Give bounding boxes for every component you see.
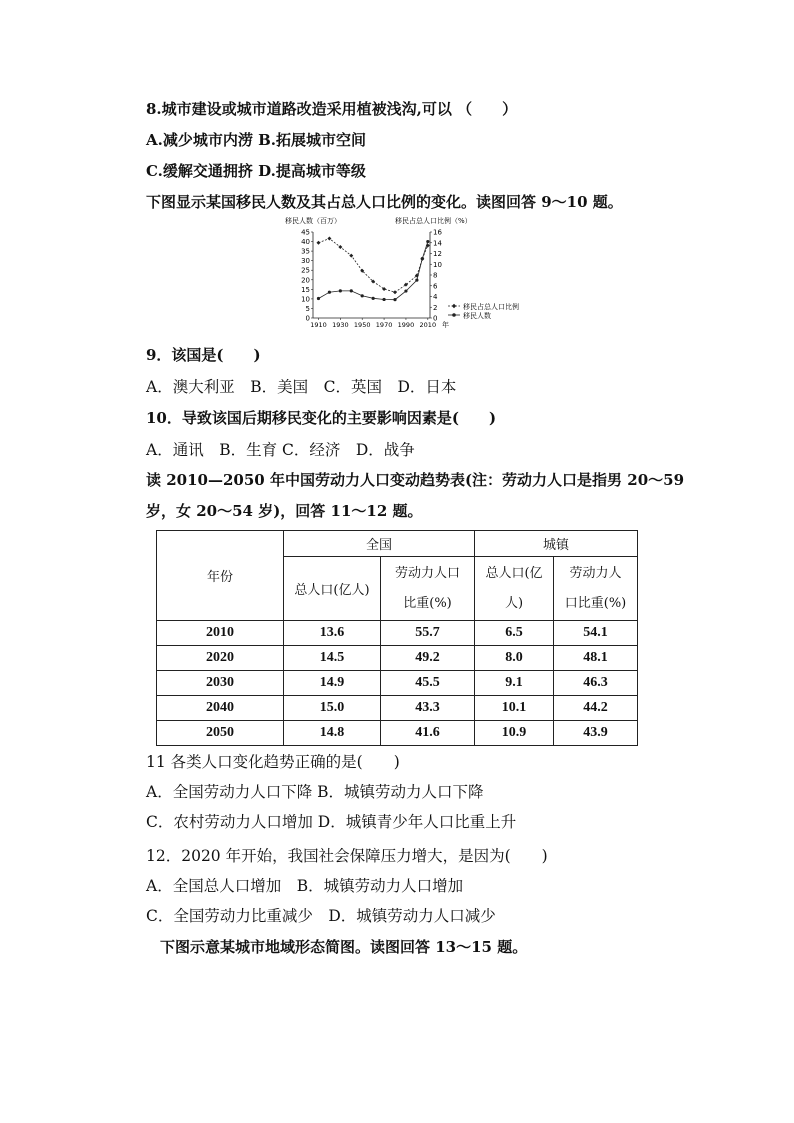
col-urban-total-header-line1: 总人口(亿 (485, 565, 543, 581)
q11-options-cd: C．农村劳动力人口增加 D．城镇青少年人口比重上升 (146, 813, 517, 831)
col-labor-header-line1: 劳动力人口 (394, 565, 460, 581)
count-point (426, 240, 429, 243)
q10-stem: 10．导致该国后期移民变化的主要影响因素是( ) (146, 409, 497, 427)
q11-stem: 11 各类人口变化趋势正确的是( ) (146, 753, 400, 771)
col-urban-total-header (475, 557, 554, 621)
x-tick-label: 1990 (397, 321, 415, 329)
y-left-tick-label: 5 (305, 304, 310, 313)
table-row (157, 696, 638, 721)
y-left-tick-label: 0 (305, 314, 310, 323)
cell-labor: 43.3 (381, 696, 475, 721)
cell-urban-total: 9.1 (475, 671, 554, 696)
cell-labor: 49.2 (381, 646, 475, 671)
y-right-tick-label: 12 (433, 250, 442, 258)
x-tick-label: 1930 (332, 321, 349, 329)
y-left-tick-label: 10 (301, 295, 310, 304)
x-tick-label: 1910 (310, 321, 327, 329)
y-right-tick-label: 0 (433, 314, 438, 323)
count-point (382, 298, 385, 301)
legend-count-label: 移民人数 (463, 312, 491, 320)
cell-urban-total: 10.9 (475, 721, 554, 746)
cell-total: 14.5 (284, 646, 381, 671)
cell-urban-labor: 54.1 (554, 621, 638, 646)
y-right-tick-label: 8 (433, 271, 438, 280)
y-right-tick-label: 2 (433, 303, 438, 312)
q8-options-ab: A.减少城市内涝 B.拓展城市空间 (146, 131, 366, 149)
cell-year: 2020 (157, 646, 284, 671)
table-row (157, 721, 638, 746)
intro-13-15: 下图示意某城市地域形态简图。读图回答 13～15 题。 (160, 938, 528, 956)
ratio-point (338, 245, 342, 249)
cell-labor: 45.5 (381, 671, 475, 696)
cell-urban-labor: 46.3 (554, 671, 638, 696)
cell-total: 15.0 (284, 696, 381, 721)
count-point (339, 289, 342, 292)
cell-urban-total: 8.0 (475, 646, 554, 671)
cell-year: 2030 (157, 671, 284, 696)
y-left-tick-label: 45 (301, 228, 310, 237)
intro-11-12-line1: 读 2010—2050 年中国劳动力人口变动趋势表(注：劳动力人口是指男 20～59 (146, 471, 685, 489)
ratio-point (393, 290, 397, 294)
x-tick-label: 2010 (419, 321, 437, 329)
series-line-count (319, 242, 428, 300)
cell-total: 14.8 (284, 721, 381, 746)
count-point (350, 289, 353, 292)
count-point (372, 297, 375, 300)
intro-11-12-line2: 岁，女 20～54 岁)，回答 11～12 题。 (146, 502, 423, 520)
x-tick-label: 1970 (375, 321, 393, 329)
q12-options-ab: A．全国总人口增加 B．城镇劳动力人口增加 (146, 877, 464, 895)
y-right-tick-label: 4 (433, 293, 438, 301)
cell-labor: 41.6 (381, 721, 475, 746)
ratio-point (327, 236, 331, 240)
cell-year: 2010 (157, 621, 284, 646)
y-left-tick-label: 25 (301, 266, 310, 275)
y-right-tick-label: 10 (433, 260, 442, 269)
legend-count-marker (452, 313, 456, 317)
year-header: 年份 (157, 531, 284, 621)
cell-urban-labor: 43.9 (554, 721, 638, 746)
cell-total: 13.6 (284, 621, 381, 646)
y-left-tick-label: 30 (301, 257, 310, 266)
count-point (415, 279, 418, 282)
count-point (404, 289, 407, 292)
q9-options: A．澳大利亚 B．美国 C．英国 D．日本 (146, 378, 457, 396)
count-point (328, 291, 331, 294)
y-right-tick-label: 16 (433, 228, 442, 237)
cell-urban-labor: 44.2 (554, 696, 638, 721)
y-right-axis-label: 移民占总人口比例（%） (395, 217, 472, 225)
cell-year: 2040 (157, 696, 284, 721)
group-urban-header: 城镇 (475, 531, 638, 557)
series-line-ratio (319, 239, 428, 293)
x-tick-label: 1950 (353, 321, 371, 329)
count-point (393, 298, 396, 301)
y-left-tick-label: 20 (301, 276, 310, 285)
col-urban-labor-header-line2: 口比重(%) (564, 595, 627, 611)
col-urban-labor-header (554, 557, 638, 621)
count-point (317, 297, 320, 300)
col-labor-header (381, 557, 475, 621)
col-urban-total-header-line2: 人) (504, 595, 524, 611)
q8-stem: 8.城市建设或城市道路改造采用植被浅沟,可以 （ ） (146, 100, 518, 118)
intro-9-10: 下图显示某国移民人数及其占总人口比例的变化。读图回答 9～10 题。 (146, 193, 623, 211)
y-left-tick-label: 35 (301, 247, 310, 256)
x-axis-label: 年 (442, 321, 449, 329)
q8-options-cd: C.缓解交通拥挤 D.提高城市等级 (146, 162, 366, 180)
cell-urban-total: 6.5 (475, 621, 554, 646)
y-right-tick-label: 6 (433, 282, 438, 291)
cell-labor: 55.7 (381, 621, 475, 646)
legend-ratio-marker (452, 304, 456, 308)
col-urban-labor-header-line1: 劳动力人 (569, 565, 622, 581)
ratio-point (316, 241, 320, 245)
y-left-axis-label: 移民人数（百万） (285, 217, 341, 225)
col-total-header: 总人口(亿人) (284, 557, 381, 621)
q12-stem: 12．2020 年开始，我国社会保障压力增大，是因为( ) (146, 847, 548, 865)
y-right-tick-label: 14 (433, 239, 442, 248)
labor-population-table (156, 530, 638, 746)
count-point (361, 294, 364, 297)
cell-urban-total: 10.1 (475, 696, 554, 721)
y-left-tick-label: 40 (301, 238, 310, 247)
y-left-tick-label: 15 (301, 285, 310, 294)
col-labor-header-line2: 比重(%) (403, 595, 452, 611)
cell-urban-labor: 48.1 (554, 646, 638, 671)
q9-stem: 9．该国是( ) (146, 346, 261, 364)
q12-options-cd: C．全国劳动力比重减少 D．城镇劳动力人口减少 (146, 907, 496, 925)
ratio-point (349, 254, 353, 258)
table-row (157, 621, 638, 646)
cell-total: 14.9 (284, 671, 381, 696)
chart-series (316, 236, 429, 301)
chart-legend (448, 302, 519, 320)
table-row (157, 646, 638, 671)
q10-options: A．通讯 B．生育 C．经济 D．战争 (146, 441, 415, 459)
count-point (421, 257, 424, 260)
table-row (157, 671, 638, 696)
q11-options-ab: A．全国劳动力人口下降 B．城镇劳动力人口下降 (146, 783, 484, 801)
legend-ratio-label: 移民占总人口比例 (463, 303, 519, 311)
cell-year: 2050 (157, 721, 284, 746)
group-national-header: 全国 (284, 531, 475, 557)
immigration-chart (283, 214, 553, 336)
